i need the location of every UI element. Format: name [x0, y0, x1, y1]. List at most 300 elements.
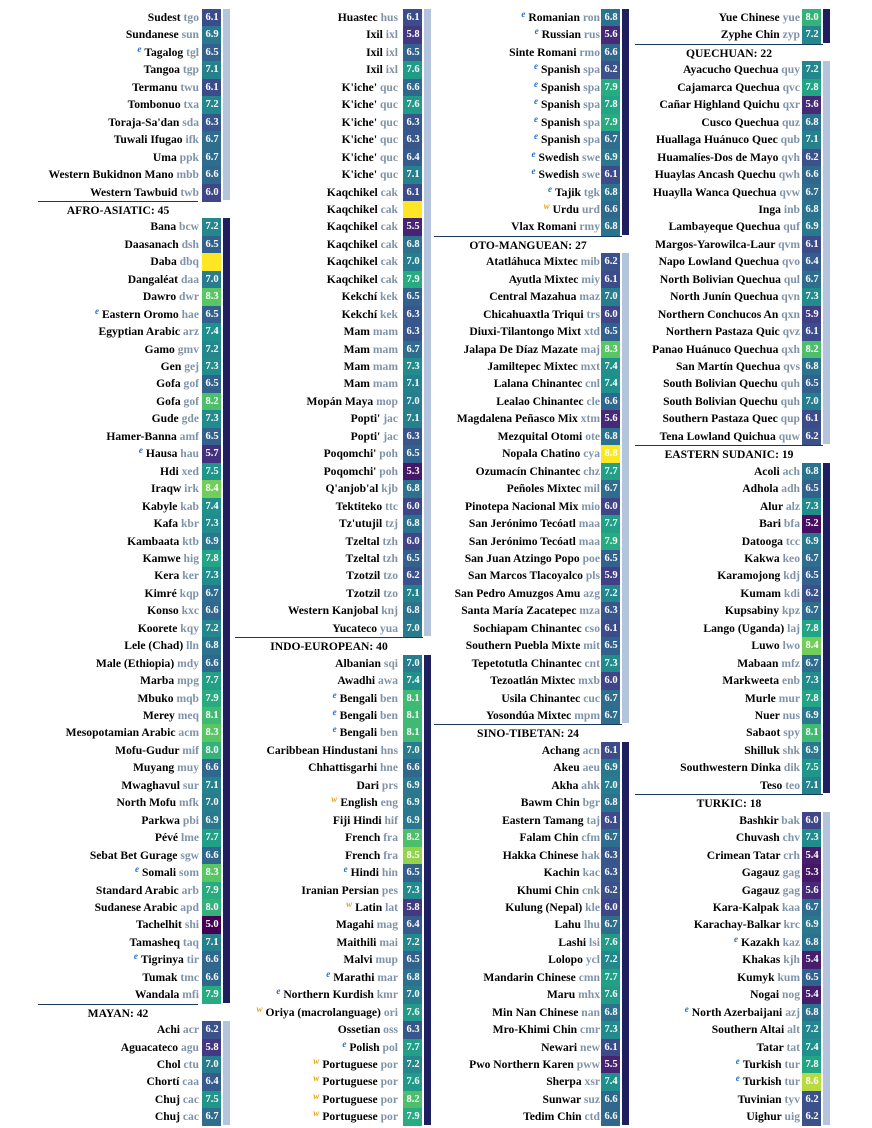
table-row	[200, 497, 432, 516]
language-name: Markweeta	[722, 674, 780, 688]
language-code: mib	[580, 255, 600, 269]
score-cell: 7.2	[202, 620, 221, 638]
score-cell: 7.3	[202, 410, 221, 428]
language-code: pol	[382, 1040, 398, 1054]
table-row	[635, 619, 831, 638]
language-cell	[434, 636, 600, 655]
language-name: Uma	[152, 150, 177, 164]
table-row	[434, 881, 630, 900]
score-cell: 6.8	[403, 236, 422, 254]
language-cell	[0, 427, 199, 446]
score-cell: 7.6	[403, 1004, 422, 1022]
language-name: Chuj	[154, 1092, 180, 1106]
score-cell: 7.8	[802, 690, 821, 708]
table-row	[434, 654, 630, 673]
language-name: Kera	[154, 569, 180, 583]
score-cell: 6.9	[202, 533, 221, 551]
score-cell: 6.2	[601, 61, 620, 79]
language-code: mop	[376, 394, 398, 408]
table-row	[200, 427, 432, 446]
score-cell: 6.6	[202, 655, 221, 673]
score-cell: 6.8	[802, 1004, 821, 1022]
language-code: sgw	[180, 848, 199, 862]
language-cell	[200, 497, 398, 516]
language-cell	[200, 409, 398, 428]
table-row	[434, 1107, 630, 1126]
language-cell	[200, 968, 398, 987]
score-cell: 6.2	[802, 428, 821, 446]
language-name: San Jerónimo Tecóatl	[468, 517, 576, 531]
language-name: Nogai	[750, 988, 780, 1002]
marker-e: e	[134, 864, 139, 875]
language-cell	[635, 305, 800, 324]
table-row	[434, 165, 630, 184]
family-header-label: TURKIC: 18	[696, 797, 762, 811]
language-name: Iraqw	[150, 482, 182, 496]
language-name: Chicahuaxtla Triqui	[483, 307, 584, 321]
score-cell: 7.3	[802, 498, 821, 516]
language-cell	[0, 758, 199, 777]
language-code: kek	[379, 307, 398, 321]
language-name: North Junín Quechua	[670, 290, 779, 304]
marker-e: e	[534, 61, 538, 72]
language-cell	[200, 898, 398, 917]
language-code: cya	[583, 447, 600, 461]
score-cell: 6.8	[802, 114, 821, 132]
score-cell: 6.7	[601, 690, 620, 708]
score-cell: 6.1	[601, 812, 620, 830]
language-name: Hindi	[350, 866, 379, 880]
language-cell	[434, 514, 600, 533]
language-code: shi	[184, 918, 199, 932]
language-name: Lambayeque Quechua	[668, 220, 781, 234]
language-name: Chuj	[154, 1110, 180, 1124]
language-name: Akeu	[553, 761, 580, 775]
language-cell	[0, 1107, 199, 1126]
score-cell: 7.0	[403, 393, 422, 411]
language-name: Malvi	[343, 953, 373, 967]
language-cell	[200, 985, 398, 1004]
language-cell	[200, 723, 398, 742]
language-cell	[635, 566, 800, 585]
score-cell: 6.9	[802, 218, 821, 236]
language-cell	[0, 462, 199, 481]
language-cell	[434, 78, 600, 97]
language-name: Tepetotutla Chinantec	[471, 656, 582, 670]
language-name: Hamer-Banna	[106, 429, 177, 443]
score-cell: 6.8	[601, 428, 620, 446]
table-row	[635, 165, 831, 184]
score-cell: 8.3	[601, 341, 620, 359]
score-cell: 7.1	[802, 777, 821, 795]
language-code: apd	[180, 900, 199, 914]
language-code: cnk	[581, 883, 600, 897]
table-row	[635, 1090, 831, 1109]
language-cell	[200, 706, 398, 725]
language-cell	[434, 200, 600, 219]
language-name: North Bolivian Quechua	[659, 272, 781, 286]
language-name: Romanian	[528, 11, 580, 24]
language-code: kaa	[781, 900, 800, 914]
group-bar	[622, 9, 629, 235]
language-cell	[200, 427, 398, 446]
table-row	[635, 566, 831, 585]
language-name: Southwestern Dinka	[680, 761, 781, 775]
table-row	[635, 1107, 831, 1126]
language-name: Spanish	[541, 133, 581, 147]
language-name: Khakas	[742, 953, 781, 967]
language-code: maa	[578, 517, 600, 531]
language-name: Merey	[142, 709, 175, 722]
language-name: Dawro	[142, 290, 177, 304]
language-cell	[0, 183, 199, 202]
score-cell: 6.5	[403, 864, 422, 882]
table-row	[434, 1055, 630, 1074]
language-name: Karachay-Balkar	[693, 918, 781, 932]
table-row	[635, 1072, 831, 1091]
language-cell	[200, 881, 398, 900]
language-cell	[0, 1072, 199, 1091]
language-cell	[635, 1020, 800, 1039]
language-name: Mam	[343, 325, 370, 339]
language-code: cso	[584, 621, 600, 635]
score-cell: 6.1	[202, 79, 221, 97]
language-code: tzo	[383, 586, 398, 600]
language-code: bcw	[179, 220, 199, 234]
score-cell: 7.4	[202, 498, 221, 516]
score-cell: 6.5	[403, 445, 422, 463]
score-cell: 6.2	[802, 1091, 821, 1109]
table-row	[200, 374, 432, 393]
score-cell: 7.6	[601, 986, 620, 1004]
table-row	[0, 549, 231, 568]
language-name: Eastern Oromo	[101, 307, 179, 321]
language-code: maz	[579, 290, 600, 304]
language-cell	[200, 462, 398, 481]
table-row	[434, 898, 630, 917]
table-row	[434, 671, 630, 690]
language-name: Kumam	[740, 586, 781, 600]
marker-e: e	[735, 1073, 740, 1084]
language-cell	[200, 25, 398, 44]
score-cell: 6.8	[403, 602, 422, 620]
language-code: qwh	[778, 168, 800, 182]
table-row	[200, 933, 432, 952]
score-cell: 7.2	[202, 96, 221, 114]
language-code: qvs	[783, 360, 800, 373]
score-cell: 6.1	[802, 236, 821, 254]
score-cell: 6.7	[202, 585, 221, 603]
language-cell	[200, 566, 398, 585]
language-name: Chol	[156, 1058, 181, 1071]
table-row	[0, 566, 231, 585]
score-cell: 6.1	[601, 166, 620, 184]
language-code: alt	[787, 1023, 800, 1037]
score-cell: 7.3	[601, 1021, 620, 1039]
table-row	[635, 968, 831, 987]
language-name: Sabaot	[746, 726, 781, 740]
table-row	[200, 340, 432, 359]
score-cell: 5.6	[802, 96, 821, 114]
language-cell	[200, 113, 398, 132]
language-cell	[635, 549, 800, 568]
language-code: irk	[184, 482, 199, 496]
score-cell: 7.3	[202, 515, 221, 533]
language-cell	[434, 601, 600, 620]
score-cell: 6.8	[403, 515, 422, 533]
table-row	[635, 532, 831, 551]
language-code: maa	[578, 534, 600, 548]
language-name: Uighur	[746, 1110, 782, 1124]
language-cell	[434, 392, 600, 411]
language-name: Kara-Kalpak	[712, 900, 780, 914]
language-code: trs	[586, 307, 600, 321]
language-cell	[200, 1055, 398, 1074]
table-row	[0, 165, 231, 184]
marker-e: e	[521, 9, 526, 19]
table-row	[635, 933, 831, 952]
score-cell: 6.2	[403, 567, 422, 585]
table-row	[0, 322, 231, 341]
score-cell: 7.6	[403, 1073, 422, 1091]
language-code: krc	[783, 918, 800, 932]
table-row	[0, 915, 231, 934]
score-cell: 7.8	[601, 96, 620, 114]
language-cell	[0, 357, 199, 376]
language-name: Dangaléat	[127, 272, 179, 286]
language-name: Tz'utujil	[339, 517, 383, 531]
marker-w: w	[543, 200, 550, 211]
language-code: dik	[783, 761, 800, 775]
table-row	[0, 217, 231, 236]
language-cell	[434, 497, 600, 516]
language-cell	[434, 409, 600, 428]
language-cell	[0, 933, 199, 952]
table-row	[200, 287, 432, 306]
language-name: Kaqchikel	[326, 272, 378, 286]
language-code: mif	[182, 743, 199, 757]
score-cell: 7.4	[403, 672, 422, 690]
table-row	[434, 636, 630, 655]
language-name: Russian	[541, 28, 581, 42]
language-cell	[635, 113, 800, 132]
table-row	[434, 601, 630, 620]
language-code: quz	[781, 115, 800, 129]
language-name: Tzeltal	[345, 534, 380, 548]
language-cell	[0, 828, 199, 847]
language-name: Hdi	[160, 464, 179, 478]
table-row	[635, 514, 831, 533]
language-name: Turkish	[742, 1058, 782, 1071]
language-cell	[0, 235, 199, 254]
table-row	[635, 148, 831, 167]
language-code: mam	[372, 342, 398, 356]
language-name: Bari	[759, 517, 781, 531]
score-cell: 6.3	[601, 847, 620, 865]
language-code: poe	[582, 551, 600, 565]
language-code: cak	[380, 272, 398, 286]
language-name: Hausa	[145, 447, 178, 461]
language-name: Kabyle	[141, 499, 178, 513]
table-row	[0, 881, 231, 900]
score-cell: 7.2	[403, 1056, 422, 1074]
score-cell: 6.6	[601, 1091, 620, 1109]
language-code: qub	[780, 133, 800, 147]
language-code: quc	[379, 80, 398, 94]
score-cell: 6.5	[202, 44, 221, 62]
language-code: tzo	[383, 569, 398, 583]
language-name: Huastec	[337, 11, 378, 24]
language-name: Mandarin Chinese	[483, 970, 576, 984]
language-code: ppk	[179, 150, 199, 164]
language-code: ifk	[185, 133, 199, 147]
marker-e: e	[534, 113, 538, 124]
table-row	[635, 689, 831, 708]
table-row	[434, 270, 630, 289]
language-cell	[200, 95, 398, 114]
language-cell	[434, 706, 600, 725]
language-code: lat	[385, 900, 398, 914]
table-row	[0, 1107, 231, 1126]
language-code: acn	[582, 743, 600, 757]
language-cell	[635, 322, 800, 341]
table-row	[200, 532, 432, 551]
table-row	[0, 444, 231, 463]
language-name: Albanian	[335, 656, 381, 670]
table-row	[200, 95, 432, 114]
table-row	[434, 287, 630, 306]
language-code: mur	[778, 691, 800, 705]
table-row	[635, 1038, 831, 1057]
language-name: Lele (Chad)	[124, 639, 184, 653]
language-cell	[434, 357, 600, 376]
language-cell	[434, 985, 600, 1004]
table-row	[0, 723, 231, 742]
score-cell: 6.5	[802, 969, 821, 987]
language-name: Bashkir	[739, 813, 779, 827]
score-cell	[403, 201, 422, 219]
table-row	[635, 497, 831, 516]
table-row	[0, 60, 231, 79]
score-cell: 6.7	[403, 341, 422, 359]
language-cell	[0, 1038, 199, 1057]
score-cell: 6.1	[802, 323, 821, 341]
table-row	[200, 741, 432, 760]
language-cell	[200, 532, 398, 551]
language-name: Muyang	[132, 761, 175, 775]
language-name: Karamojong	[717, 569, 781, 583]
score-cell: 8.1	[202, 707, 221, 725]
language-code: kbr	[180, 517, 199, 531]
score-cell: 6.6	[202, 847, 221, 865]
language-name: Gofa	[156, 377, 181, 391]
score-cell: 6.0	[802, 812, 821, 830]
language-cell	[434, 846, 600, 865]
score-cell: 8.1	[403, 724, 422, 742]
table-row	[200, 322, 432, 341]
language-cell	[0, 322, 199, 341]
language-code: tzh	[382, 551, 398, 565]
language-code: azg	[583, 586, 600, 600]
table-row	[434, 340, 630, 359]
table-row	[0, 758, 231, 777]
language-cell	[635, 148, 800, 167]
table-row	[635, 270, 831, 289]
marker-e: e	[276, 986, 281, 997]
table-row	[0, 828, 231, 847]
score-cell: 6.9	[403, 794, 422, 812]
language-code: mfz	[781, 656, 800, 670]
table-row	[200, 811, 432, 830]
language-cell	[434, 584, 600, 603]
table-row	[635, 130, 831, 149]
table-row	[434, 619, 630, 638]
language-code: crh	[783, 848, 800, 862]
language-cell	[635, 1072, 800, 1091]
language-cell	[434, 863, 600, 882]
language-code: amf	[179, 429, 199, 443]
language-cell	[0, 968, 199, 987]
score-cell: 6.6	[202, 166, 221, 184]
language-name: Tzeltal	[345, 551, 380, 565]
table-row	[635, 549, 831, 568]
language-name: Chuvash	[735, 831, 780, 845]
score-cell: 6.5	[202, 236, 221, 254]
score-cell: 7.3	[601, 655, 620, 673]
table-row	[200, 217, 432, 236]
language-code: pls	[585, 569, 600, 583]
score-cell: 6.5	[403, 288, 422, 306]
table-row	[200, 392, 432, 411]
language-code: cfm	[581, 831, 600, 845]
language-cell	[0, 78, 199, 97]
language-code: kxc	[181, 604, 199, 618]
language-name: Huamalíes-Dos de Mayo	[657, 150, 779, 164]
language-code: bak	[781, 813, 800, 827]
language-name: Aguacateco	[120, 1040, 179, 1054]
table-row	[0, 811, 231, 830]
language-code: quc	[379, 133, 398, 147]
language-name: Kekchí	[341, 307, 378, 321]
table-row	[434, 846, 630, 865]
language-code: ctu	[183, 1058, 199, 1071]
language-code: cac	[182, 1092, 199, 1106]
language-name: Bengali	[339, 726, 378, 740]
language-name: Tatar	[756, 1040, 784, 1054]
score-cell: 7.0	[403, 620, 422, 638]
language-code: ote	[585, 429, 600, 443]
language-code: xed	[181, 464, 199, 478]
language-code: acr	[182, 1023, 199, 1037]
language-cell	[434, 462, 600, 481]
table-row	[200, 985, 432, 1004]
language-cell	[200, 1072, 398, 1091]
table-row	[635, 1003, 831, 1022]
language-cell	[635, 723, 800, 742]
marker-w: w	[331, 794, 338, 805]
language-cell	[434, 793, 600, 812]
language-code: cmr	[580, 1023, 600, 1037]
language-code: por	[380, 1058, 398, 1071]
language-cell	[0, 43, 199, 62]
table-row	[0, 846, 231, 865]
language-cell	[0, 723, 199, 742]
language-code: nan	[581, 1005, 600, 1019]
language-name: Kaqchikel	[326, 202, 378, 216]
language-code: mup	[375, 953, 398, 967]
language-cell	[0, 252, 199, 271]
score-cell: 7.3	[802, 288, 821, 306]
